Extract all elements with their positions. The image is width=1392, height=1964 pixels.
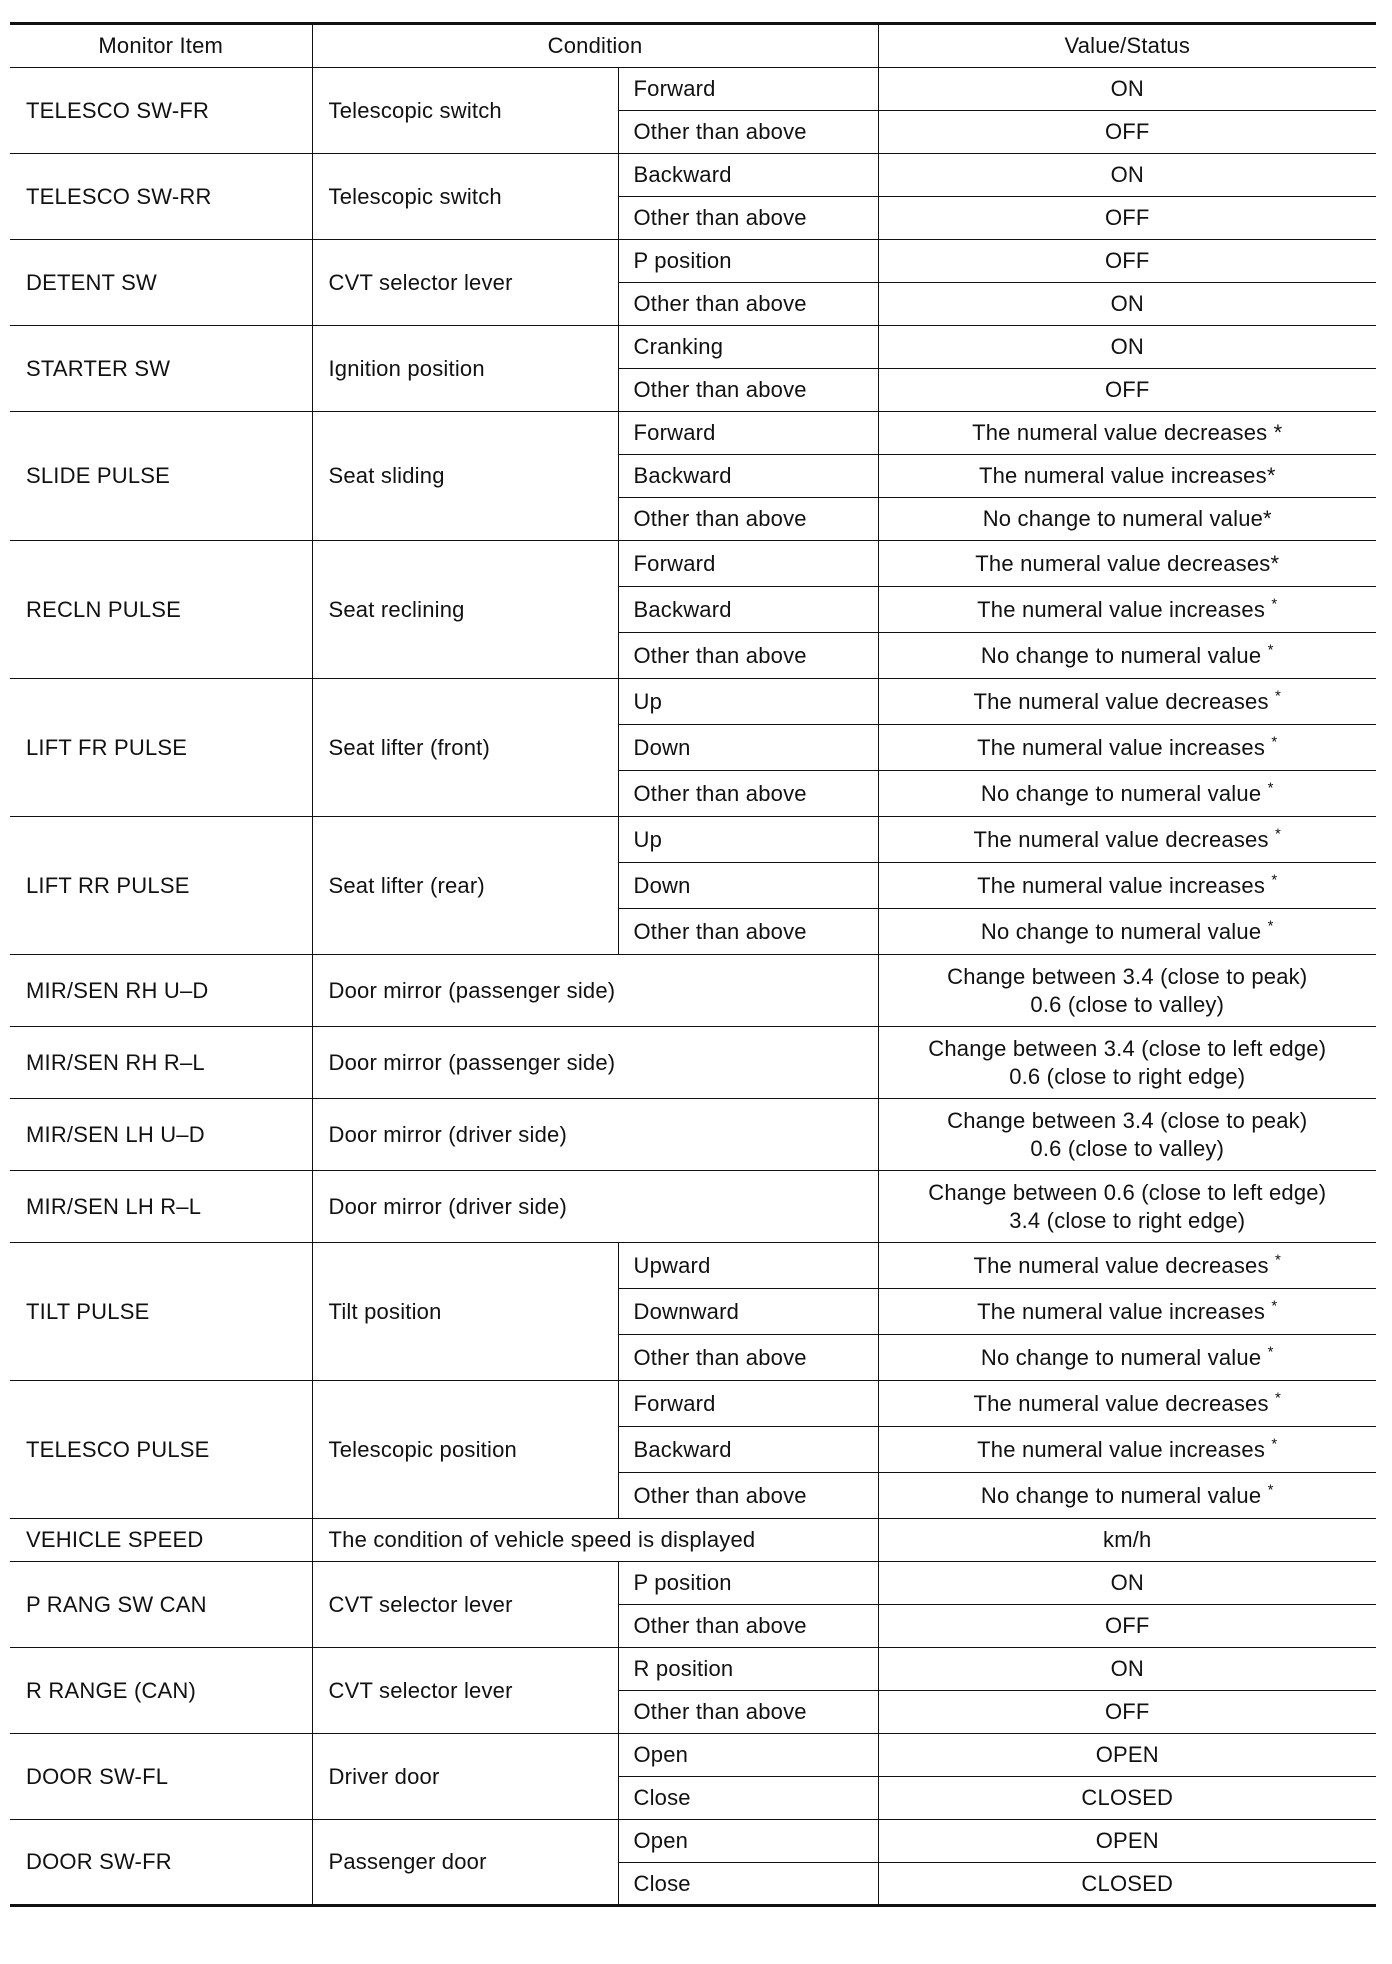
value-text: The numeral value increases <box>977 596 1266 622</box>
condition-cell: Telescopic switch <box>312 68 618 154</box>
value-text: ON <box>1110 291 1144 317</box>
value-status-cell <box>878 1605 1376 1648</box>
value-text: ON <box>1110 76 1144 102</box>
sub-condition-cell: Other than above <box>618 111 878 154</box>
monitor-item-cell: DETENT SW <box>10 240 312 326</box>
sub-condition-cell: Other than above <box>618 771 878 817</box>
value-text: OFF <box>1104 119 1150 145</box>
value-status-cell <box>878 863 1376 909</box>
value-text: CLOSED <box>1081 1785 1174 1811</box>
value-status-cell <box>878 633 1376 679</box>
table-row <box>10 154 1376 197</box>
sub-condition-cell: Forward <box>618 1381 878 1427</box>
condition-cell: Passenger door <box>312 1820 618 1906</box>
sub-condition-cell: Backward <box>618 455 878 498</box>
value-text: ON <box>1110 334 1144 360</box>
sub-condition-cell: P position <box>618 240 878 283</box>
table-row <box>10 817 1376 863</box>
sub-condition-cell: Other than above <box>618 1335 878 1381</box>
sub-condition-cell: R position <box>618 1648 878 1691</box>
sub-condition-cell: Other than above <box>618 197 878 240</box>
value-text: CLOSED <box>1081 1870 1174 1896</box>
value-text: OFF <box>1104 1613 1150 1639</box>
monitor-item-cell: MIR/SEN RH U–D <box>10 955 312 1027</box>
value-text: OFF <box>1104 377 1150 403</box>
monitor-item-cell: R RANGE (CAN) <box>10 1648 312 1734</box>
monitor-item-cell: TELESCO SW-RR <box>10 154 312 240</box>
value-text: No change to numeral value <box>980 1344 1262 1370</box>
condition-cell: Seat reclining <box>312 541 618 679</box>
value-status-cell <box>878 154 1376 197</box>
value-line: km/h <box>1103 1527 1152 1553</box>
value-status-cell <box>878 587 1376 633</box>
sub-condition-cell: Open <box>618 1734 878 1777</box>
sub-condition-cell: P position <box>618 1562 878 1605</box>
sub-condition-cell: Forward <box>618 68 878 111</box>
condition-cell: Seat sliding <box>312 412 618 541</box>
sub-condition-cell: Up <box>618 679 878 725</box>
value-text: OFF <box>1104 1699 1150 1725</box>
table-row <box>10 1562 1376 1605</box>
value-status-cell <box>878 1381 1376 1427</box>
value-line: 0.6 (close to valley) <box>1030 991 1225 1017</box>
value-status-cell <box>878 541 1376 587</box>
value-status-cell <box>878 955 1376 1027</box>
condition-cell: Telescopic position <box>312 1381 618 1519</box>
header-condition: Condition <box>312 24 878 68</box>
condition-cell: Door mirror (driver side) <box>312 1171 878 1243</box>
value-status-cell <box>878 1427 1376 1473</box>
sub-condition-cell: Other than above <box>618 498 878 541</box>
condition-cell: Tilt position <box>312 1243 618 1381</box>
footnote-star: * <box>1267 917 1274 935</box>
value-text: The numeral value increases <box>977 734 1266 760</box>
value-text: The numeral value decreases <box>973 1252 1269 1278</box>
footnote-star: * <box>1275 1251 1282 1269</box>
sub-condition-cell: Other than above <box>618 1691 878 1734</box>
condition-cell: Door mirror (passenger side) <box>312 955 878 1027</box>
value-text: The numeral value increases <box>977 872 1266 898</box>
value-status-cell <box>878 725 1376 771</box>
value-line: 3.4 (close to right edge) <box>1009 1207 1246 1233</box>
value-text: OPEN <box>1095 1828 1159 1854</box>
value-status-cell <box>878 679 1376 725</box>
value-status-cell <box>878 455 1376 498</box>
value-text: No change to numeral value <box>980 918 1262 944</box>
value-text: The numeral value decreases <box>973 688 1269 714</box>
value-status-cell <box>878 1289 1376 1335</box>
condition-cell: CVT selector lever <box>312 1648 618 1734</box>
value-status-cell <box>878 1691 1376 1734</box>
condition-cell: Telescopic switch <box>312 154 618 240</box>
sub-condition-cell: Other than above <box>618 909 878 955</box>
value-text: OPEN <box>1095 1742 1159 1768</box>
value-status-cell <box>878 1473 1376 1519</box>
value-status-cell <box>878 1519 1376 1562</box>
footnote-star: * <box>1275 687 1282 705</box>
sub-condition-cell: Other than above <box>618 1473 878 1519</box>
header-value-status: Value/Status <box>878 24 1376 68</box>
monitor-item-cell: DOOR SW-FR <box>10 1820 312 1906</box>
sub-condition-cell: Other than above <box>618 369 878 412</box>
condition-cell: The condition of vehicle speed is displayed <box>312 1519 878 1562</box>
value-status-cell <box>878 326 1376 369</box>
value-status-cell <box>878 817 1376 863</box>
value-text: The numeral value increases <box>977 1436 1266 1462</box>
condition-cell: Seat lifter (front) <box>312 679 618 817</box>
table-row <box>10 326 1376 369</box>
sub-condition-cell: Other than above <box>618 1605 878 1648</box>
value-text: The numeral value decreases * <box>972 420 1283 446</box>
monitor-item-cell: TILT PULSE <box>10 1243 312 1381</box>
table-row <box>10 955 1376 1027</box>
sub-condition-cell: Cranking <box>618 326 878 369</box>
value-status-cell <box>878 1777 1376 1820</box>
value-text: The numeral value decreases* <box>975 550 1280 576</box>
monitor-item-cell: STARTER SW <box>10 326 312 412</box>
value-status-cell <box>878 1335 1376 1381</box>
value-text: The numeral value decreases <box>973 1390 1269 1416</box>
value-text: OFF <box>1104 248 1150 274</box>
value-text: The numeral value increases* <box>978 463 1276 489</box>
value-status-cell <box>878 240 1376 283</box>
footnote-star: * <box>1271 871 1278 889</box>
value-status-cell <box>878 1820 1376 1863</box>
value-status-cell <box>878 1099 1376 1171</box>
sub-condition-cell: Down <box>618 725 878 771</box>
value-text: No change to numeral value <box>980 642 1262 668</box>
table-row <box>10 1171 1376 1243</box>
sub-condition-cell: Close <box>618 1777 878 1820</box>
sub-condition-cell: Backward <box>618 1427 878 1473</box>
value-line: Change between 0.6 (close to left edge) <box>928 1180 1327 1205</box>
sub-condition-cell: Down <box>618 863 878 909</box>
sub-condition-cell: Forward <box>618 412 878 455</box>
monitor-item-cell: MIR/SEN LH R–L <box>10 1171 312 1243</box>
sub-condition-cell: Open <box>618 1820 878 1863</box>
footnote-star: * <box>1267 1481 1274 1499</box>
condition-cell: CVT selector lever <box>312 1562 618 1648</box>
value-status-cell <box>878 369 1376 412</box>
value-text: ON <box>1110 1656 1144 1682</box>
header-monitor-item: Monitor Item <box>10 24 312 68</box>
value-line: Change between 3.4 (close to peak) <box>947 1108 1308 1133</box>
table-row <box>10 541 1376 587</box>
value-status-cell <box>878 1863 1376 1906</box>
sub-condition-cell: Up <box>618 817 878 863</box>
sub-condition-cell: Backward <box>618 587 878 633</box>
value-status-cell <box>878 283 1376 326</box>
table-row <box>10 1648 1376 1691</box>
sub-condition-cell: Close <box>618 1863 878 1906</box>
monitor-item-cell: TELESCO PULSE <box>10 1381 312 1519</box>
value-status-cell <box>878 909 1376 955</box>
condition-cell: Driver door <box>312 1734 618 1820</box>
monitor-item-cell: VEHICLE SPEED <box>10 1519 312 1562</box>
value-status-cell <box>878 1027 1376 1099</box>
footnote-star: * <box>1275 825 1282 843</box>
value-text: No change to numeral value <box>980 1482 1262 1508</box>
footnote-star: * <box>1275 1389 1282 1407</box>
footnote-star: * <box>1271 1435 1278 1453</box>
value-status-cell <box>878 68 1376 111</box>
value-status-cell <box>878 1562 1376 1605</box>
monitor-item-cell: MIR/SEN LH U–D <box>10 1099 312 1171</box>
condition-cell: Door mirror (passenger side) <box>312 1027 878 1099</box>
header-row <box>10 24 1376 68</box>
monitor-item-cell: LIFT FR PULSE <box>10 679 312 817</box>
table-row <box>10 240 1376 283</box>
condition-cell: Seat lifter (rear) <box>312 817 618 955</box>
sub-condition-cell: Backward <box>618 154 878 197</box>
footnote-star: * <box>1271 733 1278 751</box>
value-status-cell <box>878 111 1376 154</box>
value-status-cell <box>878 197 1376 240</box>
value-status-cell <box>878 1171 1376 1243</box>
value-status-cell <box>878 412 1376 455</box>
sub-condition-cell: Other than above <box>618 633 878 679</box>
value-status-cell <box>878 1734 1376 1777</box>
monitor-item-cell: TELESCO SW-FR <box>10 68 312 154</box>
table-row <box>10 1734 1376 1777</box>
value-text: ON <box>1110 162 1144 188</box>
value-text: ON <box>1110 1570 1144 1596</box>
sub-condition-cell: Upward <box>618 1243 878 1289</box>
monitor-item-cell: RECLN PULSE <box>10 541 312 679</box>
value-line: 0.6 (close to valley) <box>1030 1135 1225 1161</box>
footnote-star: * <box>1267 779 1274 797</box>
monitor-item-cell: MIR/SEN RH R–L <box>10 1027 312 1099</box>
table-row <box>10 1243 1376 1289</box>
table-row <box>10 1519 1376 1562</box>
condition-cell: Door mirror (driver side) <box>312 1099 878 1171</box>
monitor-item-cell: LIFT RR PULSE <box>10 817 312 955</box>
condition-cell: Ignition position <box>312 326 618 412</box>
table-row <box>10 1381 1376 1427</box>
table-row <box>10 68 1376 111</box>
footnote-star: * <box>1267 641 1274 659</box>
footnote-star: * <box>1267 1343 1274 1361</box>
monitor-item-table <box>10 22 1376 1907</box>
monitor-item-cell: DOOR SW-FL <box>10 1734 312 1820</box>
value-line: Change between 3.4 (close to peak) <box>947 964 1308 989</box>
value-status-cell <box>878 1243 1376 1289</box>
value-status-cell <box>878 771 1376 817</box>
sub-condition-cell: Other than above <box>618 283 878 326</box>
value-line: Change between 3.4 (close to left edge) <box>928 1036 1327 1061</box>
value-status-cell <box>878 1648 1376 1691</box>
table-row <box>10 412 1376 455</box>
value-text: OFF <box>1104 205 1150 231</box>
monitor-item-cell: SLIDE PULSE <box>10 412 312 541</box>
value-text: The numeral value decreases <box>973 826 1269 852</box>
sub-condition-cell: Downward <box>618 1289 878 1335</box>
footnote-star: * <box>1271 595 1278 613</box>
condition-cell: CVT selector lever <box>312 240 618 326</box>
table-row <box>10 1099 1376 1171</box>
table-row <box>10 1027 1376 1099</box>
table-row <box>10 679 1376 725</box>
value-status-cell <box>878 498 1376 541</box>
value-text: The numeral value increases <box>977 1298 1266 1324</box>
value-line: 0.6 (close to right edge) <box>1009 1063 1246 1089</box>
value-text: No change to numeral value <box>980 780 1262 806</box>
value-text: No change to numeral value* <box>982 506 1272 532</box>
footnote-star: * <box>1271 1297 1278 1315</box>
monitor-item-cell: P RANG SW CAN <box>10 1562 312 1648</box>
sub-condition-cell: Forward <box>618 541 878 587</box>
table-row <box>10 1820 1376 1863</box>
